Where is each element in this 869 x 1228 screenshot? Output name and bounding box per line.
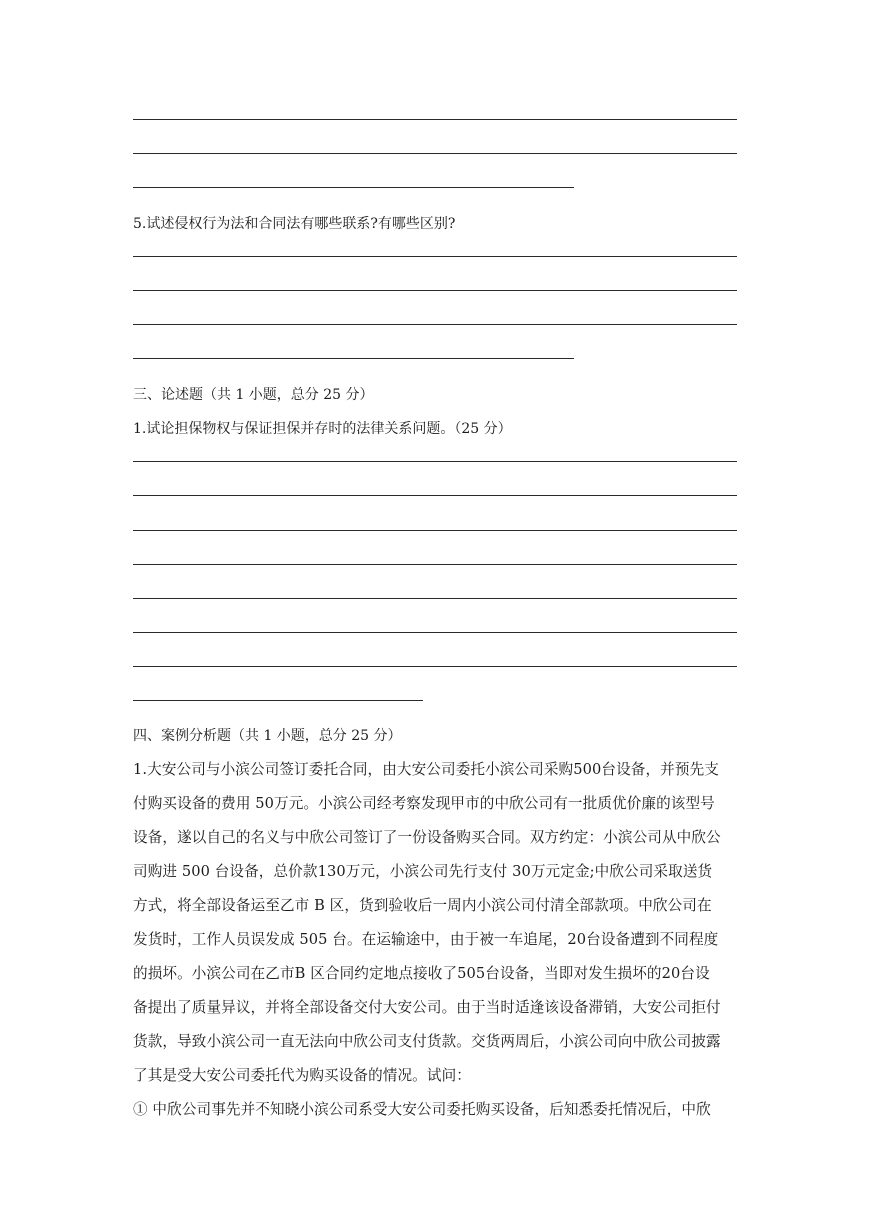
answer-line bbox=[133, 358, 574, 359]
answer-line bbox=[133, 153, 737, 154]
question-5: 5.试述侵权行为法和合同法有哪些联系?有哪些区别? bbox=[133, 216, 456, 232]
case-line: 货款，导致小滨公司一直无法向中欣公司支付货款。交货两周后，小滨公司向中欣公司披露 bbox=[133, 1033, 721, 1050]
case-line: 司购进 500 台设备，总价款130万元，小滨公司先行支付 30万元定金;中欣公司采取送货 bbox=[133, 863, 713, 880]
answer-line bbox=[133, 598, 737, 599]
case-line: 的损坏。小滨公司在乙市B 区合同约定地点接收了505台设备，当即对发生损坏的20台设 bbox=[133, 965, 710, 982]
case-line: ① 中欣公司事先并不知晓小滨公司系受大安公司委托购买设备，后知悉委托情况后，中欣 bbox=[133, 1101, 711, 1118]
case-line: 备提出了质量异议，并将全部设备交付大安公司。由于当时适逢该设备滞销，大安公司拒付 bbox=[133, 999, 721, 1016]
answer-line bbox=[133, 256, 737, 257]
case-line: 方式，将全部设备运至乙市 B 区，货到验收后一周内小滨公司付清全部款项。中欣公司在 bbox=[133, 897, 712, 914]
case-line: 了其是受大安公司委托代为购买设备的情况。试问： bbox=[133, 1067, 471, 1084]
answer-line bbox=[133, 666, 737, 667]
answer-line bbox=[133, 632, 737, 633]
answer-line bbox=[133, 187, 574, 188]
answer-line bbox=[133, 530, 737, 531]
case-line: 设备，遂以自己的名义与中欣公司签订了一份设备购买合同。双方约定：小滨公司从中欣公 bbox=[133, 829, 721, 846]
section-3-question-1: 1.试论担保物权与保证担保并存时的法律关系问题。（25 分） bbox=[133, 421, 512, 437]
answer-line bbox=[133, 119, 737, 120]
case-paragraph bbox=[133, 753, 737, 1127]
case-line: 发货时，工作人员误发成 505 台。在运输途中，由于被一车追尾，20台设备遭到不同程度 bbox=[133, 931, 719, 948]
case-line: 1.大安公司与小滨公司签订委托合同，由大安公司委托小滨公司采购500台设备，并预先支 bbox=[133, 761, 719, 778]
answer-line bbox=[133, 324, 737, 325]
section-4-heading: 四、案例分析题（共 1 小题，总分 25 分） bbox=[133, 728, 402, 744]
answer-line bbox=[133, 700, 423, 701]
answer-line bbox=[133, 461, 737, 462]
section-3-heading: 三、论述题（共 1 小题，总分 25 分） bbox=[133, 387, 374, 403]
answer-line bbox=[133, 495, 737, 496]
case-line: 付购买设备的费用 50万元。小滨公司经考察发现甲市的中欣公司有一批质优价廉的该型号 bbox=[133, 795, 715, 812]
answer-line bbox=[133, 564, 737, 565]
answer-line bbox=[133, 290, 737, 291]
